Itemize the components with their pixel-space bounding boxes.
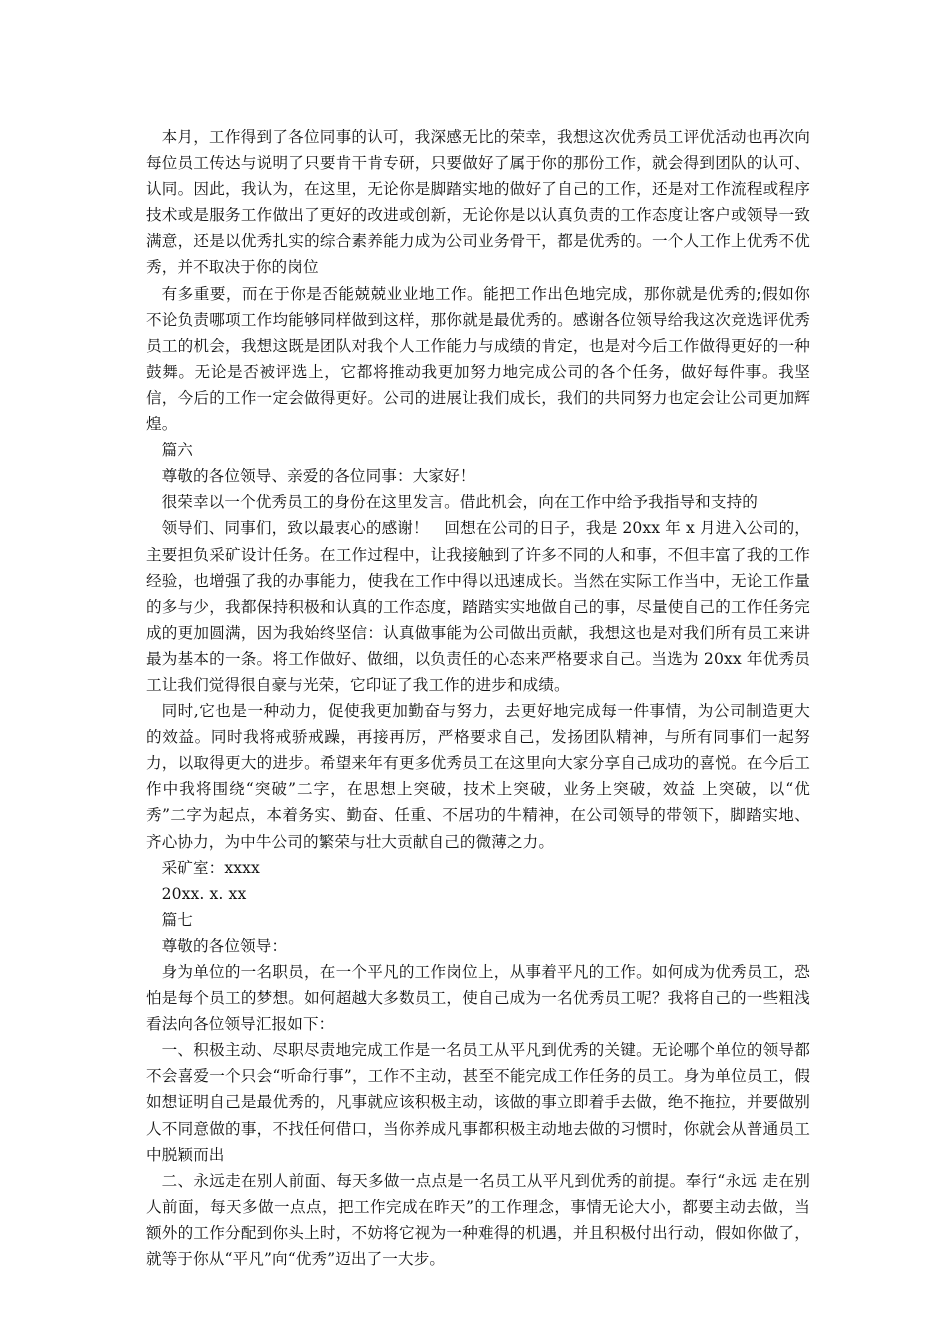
paragraph: 有多重要，而在于你是否能兢兢业业地工作。能把工作出色地完成，那你就是优秀的;假如你不论负责哪项工作均能够同样做到这样，那你就是最优秀的。感谢各位领导给我这次竞选评优秀员工的机会，我想这既是团队对我个人工作能力与成绩的肯定，也是对今后工作做得更好的一种鼓舞。无论是否被评选上，它都将推动我更加努力地完成公司的各个任务，做好每件事。我坚信，今后的工作一定会做得更好。公司的进展让我们成长，我们的共同努力也定会让公司更加辉煌。 — [146, 284, 810, 434]
paragraph: 身为单位的一名职员，在一个平凡的工作岗位上，从事着平凡的工作。如何成为优秀员工，恐怕是每个员工的梦想。如何超越大多数员工，使自己成为一名优秀员工呢？我将自己的一些粗浅看法向各位领导汇报如下： — [146, 963, 810, 1034]
salutation: 尊敬的各位领导、亲爱的各位同事：大家好！ — [161, 467, 476, 486]
paragraph: 一、积极主动、尽职尽责地完成工作是一名员工从平凡到优秀的关键。无论哪个单位的领导都不会喜爱一个只会“听命行事”，工作不主动，甚至不能完成工作任务的员工。身为单位员工，假如想证明自己是最优秀的，凡事就应该积极主动，该做的事立即着手去做，绝不拖拉，并要做别人不同意做的事，不找任何借口，当你养成凡事都积极主动地去做的习惯时，你就会从普通员工中脱颖而出 — [146, 1041, 810, 1164]
paragraph: 很荣幸以一个优秀员工的身份在这里发言。借此机会，向在工作中给予我指导和支持的 — [161, 493, 758, 512]
paragraph: 二、永远走在别人前面、每天多做一点点是一名员工从平凡到优秀的前提。奉行“永远 走在别人前面，每天多做一点点，把工作完成在昨天”的工作理念，事情无论大小，都要主动去做，当额外的工作分配到你头上时，不妨将它视为一种难得的机遇，并且积极付出行动，假如你做了，就等于你从“平凡”向“优秀”迈出了一大步。 — [146, 1171, 810, 1269]
document-body — [146, 124, 810, 1272]
salutation: 尊敬的各位领导： — [161, 936, 288, 955]
signature-department: 采矿室：xxxx — [161, 858, 260, 877]
paragraph: 同时,它也是一种动力，促使我更加勤奋与努力，去更好地完成每一件事情，为公司制造更大的效益。同时我将戒骄戒躁，再接再厉，严格要求自己，发扬团队精神，与所有同事们一起努力，以取得更大的进步。希望来年有更多优秀员工在这里向大家分享自己成功的喜悦。在今后工作中我将围绕“突破”二字，在思想上突破，技术上突破，业务上突破，效益 上突破，以“优秀”二字为起点，本着务实、勤奋、任重、不居功的牛精神，在公司领导的带领下，脚踏实地、齐心协力，为中牛公司的繁荣与壮大贡献自己的微薄之力。 — [146, 702, 810, 851]
paragraph: 本月，工作得到了各位同事的认可，我深感无比的荣幸，我想这次优秀员工评优活动也再次向每位员工传达与说明了只要肯干肯专研，只要做好了属于你的那份工作，就会得到团队的认可、认同。因此，我认为，在这里，无论你是脚踏实地的做好了自己的工作，还是对工作流程或程序技术或是服务工作做出了更好的改进或创新，无论你是以认真负责的工作态度让客户或领导一致满意，还是以优秀扎实的综合素养能力成为公司业务骨干，都是优秀的。一个人工作上优秀不优秀，并不取决于你的岗位 — [146, 128, 810, 277]
section-heading: 篇七 — [161, 910, 193, 929]
section-heading: 篇六 — [161, 441, 193, 460]
signature-date: 20xx. x. xx — [161, 884, 247, 903]
paragraph: 领导们、同事们，致以最衷心的感谢！ 回想在公司的日子，我是 20xx 年 x 月进入公司的，主要担负采矿设计任务。在工作过程中，让我接触到了许多不同的人和事，不但丰富了我的工作经验，也增强了我的办事能力，使我在工作中得以迅速成长。当然在实际工作当中，无论工作量的多与少，我都保持积极和认真的工作态度，踏踏实实地做自己的事，尽量使自己的工作任务完成的更加圆满，因为我始终坚信：认真做事能为公司做出贡献，我想这也是对我们所有员工来讲最为基本的一条。将工作做好、做细，以负责任的心态来严格要求自己。当选为 20xx 年优秀员工让我们觉得很自豪与光荣，它印证了我工作的进步和成绩。 — [146, 519, 810, 694]
